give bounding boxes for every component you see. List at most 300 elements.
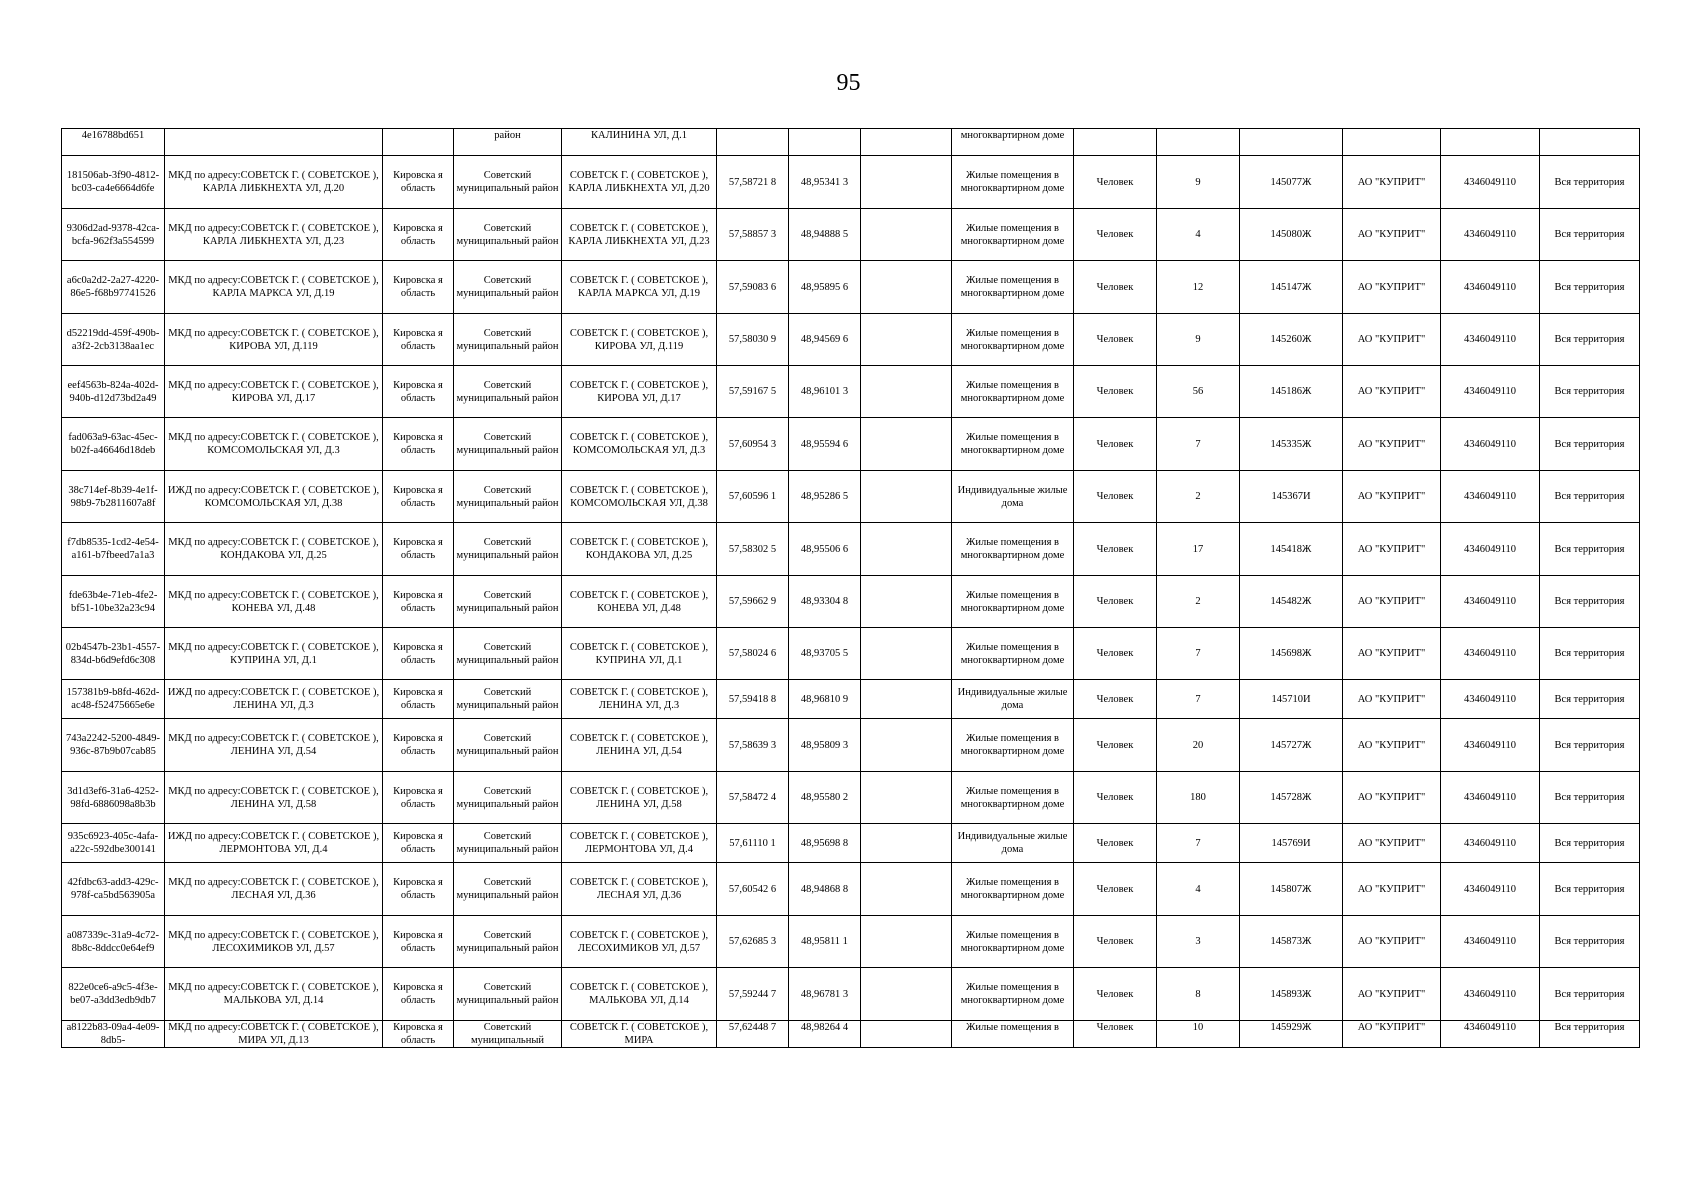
cell-lon: 48,94888 5 [789,209,861,261]
cell-category: Жилые помещения в многоквартирном доме [952,576,1074,628]
cell-region: Кировска я область [383,772,454,824]
cell-org: АО "КУПРИТ" [1343,1021,1441,1048]
cell-extra [861,680,952,719]
cell-address: СОВЕТСК Г. ( СОВЕТСКОЕ ), КОНДАКОВА УЛ, Д.25 [562,523,717,576]
cell-lon: 48,94868 8 [789,863,861,916]
cell-extra [861,314,952,366]
cell-extra [861,916,952,968]
cell-lon: 48,95895 6 [789,261,861,314]
cell-unit: Человек [1074,523,1157,576]
table-row [62,576,1640,628]
cell-lat: 57,58472 4 [717,772,789,824]
cell-region: Кировска я область [383,314,454,366]
cell-district: Советский муниципальный район [454,824,562,863]
cell-inn: 4346049110 [1441,1021,1540,1048]
cell-code: 145893Ж [1240,968,1343,1021]
cell-lon: 48,96781 3 [789,968,861,1021]
cell-count: 2 [1157,471,1240,523]
cell-territory: Вся территория [1540,523,1640,576]
cell-unit: Человек [1074,261,1157,314]
cell-lon: 48,93304 8 [789,576,861,628]
cell-id: 42fdbc63-add3-429c-978f-ca5bd563905a [62,863,165,916]
cell-code: 145077Ж [1240,156,1343,209]
registry-body [62,129,1640,1048]
cell-district: Советский муниципальный [454,1021,562,1048]
cell-address: СОВЕТСК Г. ( СОВЕТСКОЕ ), КАРЛА МАРКСА УЛ, Д.19 [562,261,717,314]
cell-district: Советский муниципальный район [454,772,562,824]
cell-code [1240,129,1343,156]
cell-code: 145727Ж [1240,719,1343,772]
cell-category: Жилые помещения в многоквартирном доме [952,156,1074,209]
cell-category: Жилые помещения в многоквартирном доме [952,523,1074,576]
cell-region: Кировска я область [383,261,454,314]
cell-org: АО "КУПРИТ" [1343,576,1441,628]
cell-lat: 57,60954 3 [717,418,789,471]
cell-id: 935c6923-405c-4afa-a22c-592dbe300141 [62,824,165,863]
cell-inn: 4346049110 [1441,523,1540,576]
cell-lon: 48,95506 6 [789,523,861,576]
cell-category: Индивидуальные жилые дома [952,471,1074,523]
cell-org: АО "КУПРИТ" [1343,916,1441,968]
cell-region: Кировска я область [383,824,454,863]
cell-category: Жилые помещения в многоквартирном доме [952,772,1074,824]
cell-count: 180 [1157,772,1240,824]
cell-inn: 4346049110 [1441,156,1540,209]
cell-extra [861,968,952,1021]
cell-org: АО "КУПРИТ" [1343,366,1441,418]
cell-id: a6c0a2d2-2a27-4220-86e5-f68b97741526 [62,261,165,314]
table-row [62,628,1640,680]
cell-region [383,129,454,156]
cell-lat: 57,59244 7 [717,968,789,1021]
cell-lon [789,129,861,156]
cell-territory: Вся территория [1540,209,1640,261]
cell-inn: 4346049110 [1441,314,1540,366]
cell-org: АО "КУПРИТ" [1343,628,1441,680]
cell-category: Жилые помещения в многоквартирном доме [952,863,1074,916]
cell-unit: Человек [1074,863,1157,916]
cell-lon: 48,98264 4 [789,1021,861,1048]
cell-count: 3 [1157,916,1240,968]
cell-inn: 4346049110 [1441,628,1540,680]
cell-name: ИЖД по адресу:СОВЕТСК Г. ( СОВЕТСКОЕ ), ЛЕРМОНТОВА УЛ, Д.4 [165,824,383,863]
cell-id: fde63b4e-71eb-4fe2-bf51-10be32a23c94 [62,576,165,628]
cell-code: 145728Ж [1240,772,1343,824]
cell-address: СОВЕТСК Г. ( СОВЕТСКОЕ ), КОМСОМОЛЬСКАЯ УЛ, Д.3 [562,418,717,471]
cell-inn: 4346049110 [1441,719,1540,772]
cell-region: Кировска я область [383,916,454,968]
cell-region: Кировска я область [383,418,454,471]
cell-code: 145698Ж [1240,628,1343,680]
cell-unit [1074,129,1157,156]
cell-category: Жилые помещения в многоквартирном доме [952,261,1074,314]
cell-lat: 57,59662 9 [717,576,789,628]
table-row [62,314,1640,366]
cell-unit: Человек [1074,209,1157,261]
cell-category: Индивидуальные жилые дома [952,680,1074,719]
cell-count: 4 [1157,209,1240,261]
cell-org: АО "КУПРИТ" [1343,968,1441,1021]
cell-district: Советский муниципальный район [454,366,562,418]
cell-lon: 48,93705 5 [789,628,861,680]
cell-region: Кировска я область [383,523,454,576]
cell-region: Кировска я область [383,719,454,772]
cell-district: Советский муниципальный район [454,471,562,523]
cell-name: МКД по адресу:СОВЕТСК Г. ( СОВЕТСКОЕ ), КАРЛА ЛИБКНЕХТА УЛ, Д.20 [165,156,383,209]
cell-category: Жилые помещения в многоквартирном доме [952,916,1074,968]
cell-id: a087339c-31a9-4c72-8b8c-8ddcc0e64ef9 [62,916,165,968]
cell-code: 145482Ж [1240,576,1343,628]
cell-unit: Человек [1074,576,1157,628]
cell-lon: 48,96810 9 [789,680,861,719]
cell-district: район [454,129,562,156]
cell-extra [861,156,952,209]
cell-region: Кировска я область [383,1021,454,1048]
cell-region: Кировска я область [383,366,454,418]
cell-lat: 57,59083 6 [717,261,789,314]
cell-id: 743a2242-5200-4849-936c-87b9b07cab85 [62,719,165,772]
cell-territory: Вся территория [1540,576,1640,628]
cell-id: 02b4547b-23b1-4557-834d-b6d9efd6c308 [62,628,165,680]
table-row [62,261,1640,314]
cell-category: Жилые помещения в многоквартирном доме [952,314,1074,366]
cell-extra [861,418,952,471]
cell-extra [861,719,952,772]
cell-code: 145367И [1240,471,1343,523]
cell-district: Советский муниципальный район [454,209,562,261]
cell-extra [861,772,952,824]
cell-district: Советский муниципальный район [454,863,562,916]
cell-category: Жилые помещения в многоквартирном доме [952,968,1074,1021]
cell-id: 157381b9-b8fd-462d-ac48-f52475665e6e [62,680,165,719]
cell-address: СОВЕТСК Г. ( СОВЕТСКОЕ ), КИРОВА УЛ, Д.119 [562,314,717,366]
cell-id: f7db8535-1cd2-4e54-a161-b7fbeed7a1a3 [62,523,165,576]
cell-address: СОВЕТСК Г. ( СОВЕТСКОЕ ), КУПРИНА УЛ, Д.1 [562,628,717,680]
cell-name: МКД по адресу:СОВЕТСК Г. ( СОВЕТСКОЕ ), КУПРИНА УЛ, Д.1 [165,628,383,680]
cell-inn: 4346049110 [1441,968,1540,1021]
cell-unit: Человек [1074,680,1157,719]
cell-lat: 57,59418 8 [717,680,789,719]
cell-territory: Вся территория [1540,314,1640,366]
cell-unit: Человек [1074,418,1157,471]
cell-org: АО "КУПРИТ" [1343,156,1441,209]
cell-lat: 57,58721 8 [717,156,789,209]
table-row [62,209,1640,261]
cell-region: Кировска я область [383,968,454,1021]
cell-count: 17 [1157,523,1240,576]
cell-inn: 4346049110 [1441,772,1540,824]
cell-count: 12 [1157,261,1240,314]
cell-extra [861,523,952,576]
cell-address: СОВЕТСК Г. ( СОВЕТСКОЕ ), ЛЕСОХИМИКОВ УЛ, Д.57 [562,916,717,968]
cell-territory [1540,129,1640,156]
cell-address: СОВЕТСК Г. ( СОВЕТСКОЕ ), ЛЕНИНА УЛ, Д.58 [562,772,717,824]
cell-district: Советский муниципальный район [454,576,562,628]
cell-code: 145807Ж [1240,863,1343,916]
cell-region: Кировска я область [383,156,454,209]
table-row [62,916,1640,968]
cell-name: МКД по адресу:СОВЕТСК Г. ( СОВЕТСКОЕ ), КОМСОМОЛЬСКАЯ УЛ, Д.3 [165,418,383,471]
cell-extra [861,366,952,418]
cell-lat: 57,62448 7 [717,1021,789,1048]
cell-unit: Человек [1074,968,1157,1021]
cell-code: 145080Ж [1240,209,1343,261]
cell-lat [717,129,789,156]
cell-district: Советский муниципальный район [454,261,562,314]
cell-count: 56 [1157,366,1240,418]
cell-count: 4 [1157,863,1240,916]
cell-lon: 48,95698 8 [789,824,861,863]
cell-id: a8122b83-09a4-4e09-8db5- [62,1021,165,1048]
cell-lat: 57,61110 1 [717,824,789,863]
cell-inn: 4346049110 [1441,261,1540,314]
cell-category: Жилые помещения в многоквартирном доме [952,418,1074,471]
cell-district: Советский муниципальный район [454,523,562,576]
cell-district: Советский муниципальный район [454,156,562,209]
cell-lon: 48,95811 1 [789,916,861,968]
cell-region: Кировска я область [383,576,454,628]
cell-lat: 57,60596 1 [717,471,789,523]
cell-count: 9 [1157,156,1240,209]
table-row [62,719,1640,772]
cell-lat: 57,58857 3 [717,209,789,261]
cell-unit: Человек [1074,471,1157,523]
cell-lon: 48,95580 2 [789,772,861,824]
cell-name: ИЖД по адресу:СОВЕТСК Г. ( СОВЕТСКОЕ ), КОМСОМОЛЬСКАЯ УЛ, Д.38 [165,471,383,523]
cell-address: СОВЕТСК Г. ( СОВЕТСКОЕ ), ЛЕНИНА УЛ, Д.54 [562,719,717,772]
cell-org: АО "КУПРИТ" [1343,418,1441,471]
cell-count: 7 [1157,418,1240,471]
cell-org: АО "КУПРИТ" [1343,772,1441,824]
cell-org: АО "КУПРИТ" [1343,209,1441,261]
cell-org: АО "КУПРИТ" [1343,314,1441,366]
cell-count: 2 [1157,576,1240,628]
cell-district: Советский муниципальный район [454,418,562,471]
cell-region: Кировска я область [383,628,454,680]
cell-inn: 4346049110 [1441,824,1540,863]
table-row [62,824,1640,863]
registry-table [61,128,1640,1048]
cell-unit: Человек [1074,366,1157,418]
table-row [62,129,1640,156]
cell-district: Советский муниципальный район [454,968,562,1021]
cell-territory: Вся территория [1540,863,1640,916]
table-row [62,418,1640,471]
cell-territory: Вся территория [1540,628,1640,680]
cell-extra [861,628,952,680]
cell-inn: 4346049110 [1441,366,1540,418]
cell-address: КАЛИНИНА УЛ, Д.1 [562,129,717,156]
table-row [62,156,1640,209]
cell-extra [861,824,952,863]
cell-category: Жилые помещения в многоквартирном доме [952,628,1074,680]
table-row [62,523,1640,576]
table-row [62,680,1640,719]
cell-inn: 4346049110 [1441,576,1540,628]
table-row [62,366,1640,418]
cell-lat: 57,58024 6 [717,628,789,680]
cell-lat: 57,58639 3 [717,719,789,772]
cell-code: 145418Ж [1240,523,1343,576]
cell-address: СОВЕТСК Г. ( СОВЕТСКОЕ ), ЛЕСНАЯ УЛ, Д.36 [562,863,717,916]
cell-unit: Человек [1074,719,1157,772]
cell-inn: 4346049110 [1441,863,1540,916]
cell-unit: Человек [1074,916,1157,968]
table-row [62,863,1640,916]
cell-inn: 4346049110 [1441,916,1540,968]
cell-name: МКД по адресу:СОВЕТСК Г. ( СОВЕТСКОЕ ), КАРЛА ЛИБКНЕХТА УЛ, Д.23 [165,209,383,261]
cell-code: 145335Ж [1240,418,1343,471]
cell-district: Советский муниципальный район [454,719,562,772]
cell-territory: Вся территория [1540,366,1640,418]
cell-id: 822e0ce6-a9c5-4f3e-be07-a3dd3edb9db7 [62,968,165,1021]
cell-name: МКД по адресу:СОВЕТСК Г. ( СОВЕТСКОЕ ), МИРА УЛ, Д.13 [165,1021,383,1048]
cell-territory: Вся территория [1540,680,1640,719]
cell-name: МКД по адресу:СОВЕТСК Г. ( СОВЕТСКОЕ ), КИРОВА УЛ, Д.119 [165,314,383,366]
cell-name: МКД по адресу:СОВЕТСК Г. ( СОВЕТСКОЕ ), ЛЕНИНА УЛ, Д.58 [165,772,383,824]
cell-category: Жилые помещения в многоквартирном доме [952,719,1074,772]
table-row [62,968,1640,1021]
cell-unit: Человек [1074,314,1157,366]
cell-code: 145260Ж [1240,314,1343,366]
cell-district: Советский муниципальный район [454,916,562,968]
cell-lat: 57,62685 3 [717,916,789,968]
cell-category: Жилые помещения в [952,1021,1074,1048]
cell-region: Кировска я область [383,209,454,261]
cell-id: 3d1d3ef6-31a6-4252-98fd-6886098a8b3b [62,772,165,824]
cell-extra [861,209,952,261]
table-row [62,471,1640,523]
cell-extra [861,261,952,314]
cell-territory: Вся территория [1540,719,1640,772]
cell-org: АО "КУПРИТ" [1343,863,1441,916]
cell-org: АО "КУПРИТ" [1343,824,1441,863]
cell-territory: Вся территория [1540,968,1640,1021]
cell-territory: Вся территория [1540,261,1640,314]
cell-inn: 4346049110 [1441,680,1540,719]
cell-inn: 4346049110 [1441,418,1540,471]
cell-org: АО "КУПРИТ" [1343,261,1441,314]
cell-lon: 48,95809 3 [789,719,861,772]
cell-category: Жилые помещения в многоквартирном доме [952,366,1074,418]
cell-count: 9 [1157,314,1240,366]
cell-territory: Вся территория [1540,471,1640,523]
cell-region: Кировска я область [383,471,454,523]
cell-name: ИЖД по адресу:СОВЕТСК Г. ( СОВЕТСКОЕ ), ЛЕНИНА УЛ, Д.3 [165,680,383,719]
cell-address: СОВЕТСК Г. ( СОВЕТСКОЕ ), МИРА [562,1021,717,1048]
cell-unit: Человек [1074,824,1157,863]
page-number: 95 [836,70,861,96]
cell-code: 145769И [1240,824,1343,863]
cell-count: 7 [1157,628,1240,680]
cell-inn: 4346049110 [1441,471,1540,523]
cell-address: СОВЕТСК Г. ( СОВЕТСКОЕ ), КИРОВА УЛ, Д.17 [562,366,717,418]
cell-territory: Вся территория [1540,418,1640,471]
cell-id: d52219dd-459f-490b-a3f2-2cb3138aa1ec [62,314,165,366]
cell-org: АО "КУПРИТ" [1343,680,1441,719]
cell-category: Индивидуальные жилые дома [952,824,1074,863]
cell-district: Советский муниципальный район [454,628,562,680]
cell-unit: Человек [1074,1021,1157,1048]
cell-code: 145929Ж [1240,1021,1343,1048]
cell-org: АО "КУПРИТ" [1343,719,1441,772]
cell-name: МКД по адресу:СОВЕТСК Г. ( СОВЕТСКОЕ ), КИРОВА УЛ, Д.17 [165,366,383,418]
cell-extra [861,1021,952,1048]
cell-name: МКД по адресу:СОВЕТСК Г. ( СОВЕТСКОЕ ), КАРЛА МАРКСА УЛ, Д.19 [165,261,383,314]
cell-address: СОВЕТСК Г. ( СОВЕТСКОЕ ), МАЛЬКОВА УЛ, Д.14 [562,968,717,1021]
cell-count: 20 [1157,719,1240,772]
cell-lon: 48,95341 3 [789,156,861,209]
cell-code: 145873Ж [1240,916,1343,968]
cell-id: 38c714ef-8b39-4e1f-98b9-7b2811607a8f [62,471,165,523]
cell-org: АО "КУПРИТ" [1343,471,1441,523]
cell-unit: Человек [1074,628,1157,680]
cell-region: Кировска я область [383,863,454,916]
cell-count: 7 [1157,680,1240,719]
cell-extra [861,129,952,156]
cell-count: 8 [1157,968,1240,1021]
cell-name: МКД по адресу:СОВЕТСК Г. ( СОВЕТСКОЕ ), МАЛЬКОВА УЛ, Д.14 [165,968,383,1021]
cell-id: fad063a9-63ac-45ec-b02f-a46646d18deb [62,418,165,471]
cell-territory: Вся территория [1540,772,1640,824]
cell-extra [861,863,952,916]
cell-unit: Человек [1074,156,1157,209]
cell-name [165,129,383,156]
cell-address: СОВЕТСК Г. ( СОВЕТСКОЕ ), КАРЛА ЛИБКНЕХТА УЛ, Д.20 [562,156,717,209]
cell-lon: 48,94569 6 [789,314,861,366]
cell-address: СОВЕТСК Г. ( СОВЕТСКОЕ ), ЛЕРМОНТОВА УЛ, Д.4 [562,824,717,863]
cell-territory: Вся территория [1540,1021,1640,1048]
cell-count: 7 [1157,824,1240,863]
cell-district: Советский муниципальный район [454,314,562,366]
cell-lat: 57,59167 5 [717,366,789,418]
cell-territory: Вся территория [1540,156,1640,209]
cell-name: МКД по адресу:СОВЕТСК Г. ( СОВЕТСКОЕ ), ЛЕСНАЯ УЛ, Д.36 [165,863,383,916]
cell-count: 10 [1157,1021,1240,1048]
cell-address: СОВЕТСК Г. ( СОВЕТСКОЕ ), КАРЛА ЛИБКНЕХТА УЛ, Д.23 [562,209,717,261]
cell-org [1343,129,1441,156]
cell-code: 145710И [1240,680,1343,719]
cell-category: Жилые помещения в многоквартирном доме [952,209,1074,261]
cell-count [1157,129,1240,156]
cell-code: 145147Ж [1240,261,1343,314]
cell-id: 181506ab-3f90-4812-bc03-ca4e6664d6fe [62,156,165,209]
cell-name: МКД по адресу:СОВЕТСК Г. ( СОВЕТСКОЕ ), КОНЕВА УЛ, Д.48 [165,576,383,628]
cell-territory: Вся территория [1540,916,1640,968]
cell-inn [1441,129,1540,156]
cell-extra [861,471,952,523]
cell-address: СОВЕТСК Г. ( СОВЕТСКОЕ ), КОМСОМОЛЬСКАЯ УЛ, Д.38 [562,471,717,523]
cell-lon: 48,95594 6 [789,418,861,471]
cell-name: МКД по адресу:СОВЕТСК Г. ( СОВЕТСКОЕ ), ЛЕСОХИМИКОВ УЛ, Д.57 [165,916,383,968]
cell-address: СОВЕТСК Г. ( СОВЕТСКОЕ ), ЛЕНИНА УЛ, Д.3 [562,680,717,719]
cell-territory: Вся территория [1540,824,1640,863]
cell-name: МКД по адресу:СОВЕТСК Г. ( СОВЕТСКОЕ ), ЛЕНИНА УЛ, Д.54 [165,719,383,772]
cell-lat: 57,58030 9 [717,314,789,366]
cell-region: Кировска я область [383,680,454,719]
cell-lon: 48,96101 3 [789,366,861,418]
cell-id: 9306d2ad-9378-42ca-bcfa-962f3a554599 [62,209,165,261]
cell-lat: 57,58302 5 [717,523,789,576]
cell-code: 145186Ж [1240,366,1343,418]
cell-lon: 48,95286 5 [789,471,861,523]
cell-category: многоквартирном доме [952,129,1074,156]
cell-district: Советский муниципальный район [454,680,562,719]
cell-org: АО "КУПРИТ" [1343,523,1441,576]
cell-address: СОВЕТСК Г. ( СОВЕТСКОЕ ), КОНЕВА УЛ, Д.48 [562,576,717,628]
cell-id: 4e16788bd651 [62,129,165,156]
cell-unit: Человек [1074,772,1157,824]
